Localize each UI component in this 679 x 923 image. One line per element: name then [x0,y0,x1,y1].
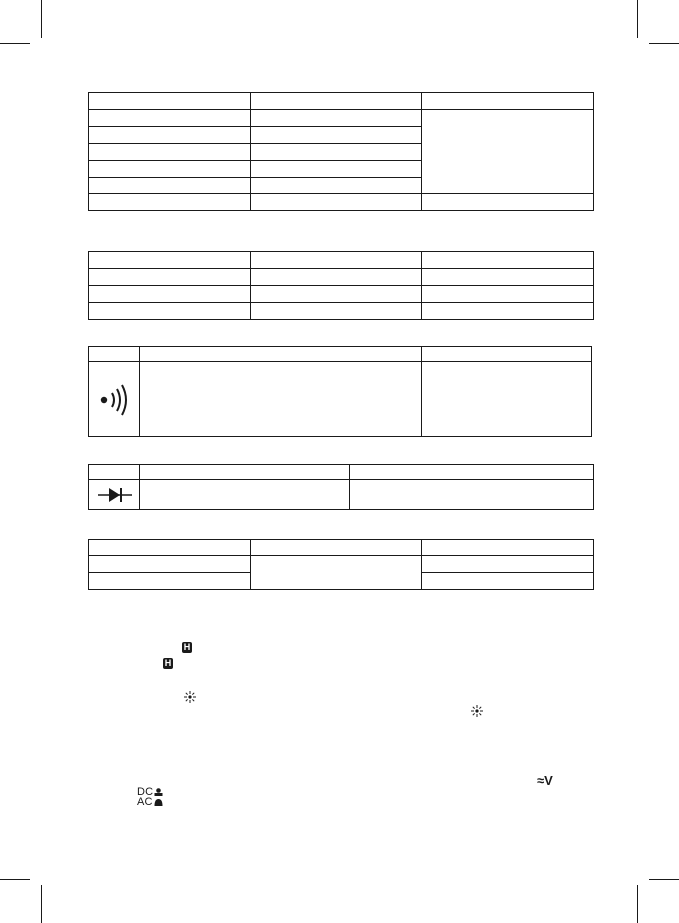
table-cell [422,269,594,286]
crop-mark-bottom-right [637,885,638,923]
table-cell [251,194,422,211]
table-cell [350,480,594,510]
diode-icon [98,487,132,503]
table-cell [251,93,422,110]
table-cell [422,303,594,320]
table-cell [350,465,594,480]
data-hold-icon: H [183,642,191,652]
diode-table [88,464,594,510]
ac-label [137,797,163,808]
table-cell [89,573,251,590]
table-cell [251,110,422,127]
crop-mark-top-left [0,43,30,44]
ac-dc-voltage-icon: ≈V [537,773,553,788]
table-cell [422,540,594,556]
table-cell [140,362,422,437]
table-cell [89,286,251,303]
table-cell [89,465,140,480]
table-cell [89,480,140,510]
table-cell [251,178,422,194]
table-cell [251,303,422,320]
table-cell [89,347,140,362]
ac-mode-icon [154,798,163,806]
table-cell [89,93,251,110]
table-cell [422,573,594,590]
continuity-beeper-icon [95,380,135,420]
spec-table-5 [88,539,594,590]
continuity-table [88,346,592,437]
table-cell [89,362,140,437]
table-cell [89,556,251,573]
table-cell [89,194,251,211]
table-cell [89,144,251,161]
table-cell [89,540,251,556]
table-cell [422,286,594,303]
data-hold-icon: H [164,658,172,668]
spec-table-2 [88,251,594,320]
table-cell [251,252,422,269]
table-cell [140,465,350,480]
table-cell [251,540,422,556]
table-cell [422,362,592,437]
crop-mark-bottom-left [41,885,42,923]
crop-mark-bottom-left [0,879,30,880]
table-cell [89,178,251,194]
table-cell [251,144,422,161]
table-cell [422,252,594,269]
dc-text: DC [137,786,154,798]
table-cell [89,127,251,144]
table-cell [140,480,350,510]
table-cell [251,161,422,178]
dc-mode-icon [154,788,163,796]
table-cell [422,194,594,211]
crop-mark-top-right [637,0,638,38]
table-cell [251,269,422,286]
table-cell-merged [422,110,594,194]
table-cell [422,347,592,362]
crop-mark-top-left [41,0,42,38]
table-cell [251,127,422,144]
table-cell [89,110,251,127]
table-cell [89,269,251,286]
crop-mark-top-right [649,43,679,44]
table-cell-merged [251,556,422,590]
backlight-sun-icon [184,691,196,703]
table-cell [251,286,422,303]
table-cell [140,347,422,362]
backlight-sun-icon [471,705,483,717]
table-cell [422,556,594,573]
table-cell [89,161,251,178]
spec-table-1 [88,92,594,211]
ac-text: AC [137,796,153,808]
table-cell [89,252,251,269]
table-cell [422,93,594,110]
crop-mark-bottom-right [649,879,679,880]
table-cell [89,303,251,320]
